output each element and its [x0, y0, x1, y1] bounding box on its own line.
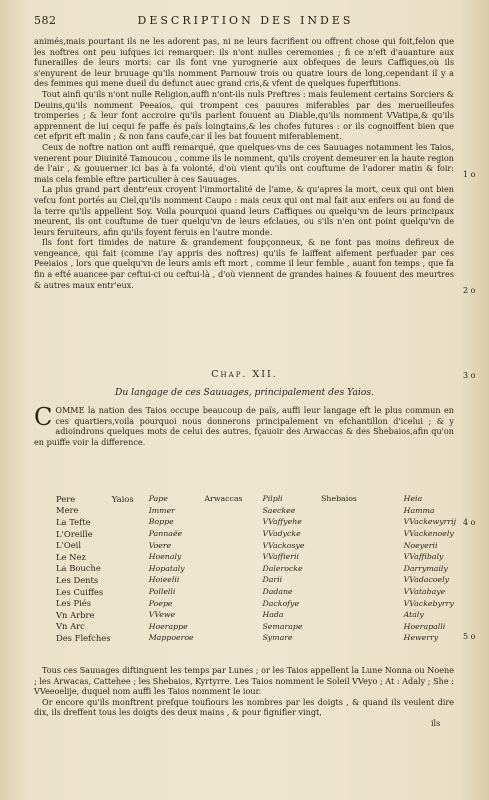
arwaccas-col [205, 528, 263, 540]
paragraph-4: La plus grand part dentr'eux croyent l'immortalité de l'ame, & qu'apres la mort, ceux qui ont bien vefcu font portés au Ciel,qu'ils nomment Caupo : mais ceux qui ont mal fait aux enfers ou au fond de la terre qu'ils appellent Soy. Voila pourquoi quand leurs Caffiques ou quelqu'vn de leurs principaux meurent, ils ont couftume de tuer quelqu'vn de leurs efclaues, ou s'ils n'en ont point quelqu'vn de leurs feruiteurs, afin qu'ils foyent feruis en l'autre monde. [34, 184, 454, 237]
french-word: Le Nez [56, 551, 86, 562]
page-header [34, 14, 457, 30]
vocab-row [56, 621, 489, 633]
shebaios-word: Hewerry [403, 633, 439, 643]
drop-cap: C [34, 403, 53, 431]
chapter-title: Du langage de ces Sauuages, principalement des Yaios. [114, 387, 375, 398]
french-word: La Bouche [56, 563, 101, 574]
arwaccas-word: Symare [262, 633, 293, 643]
french-word: Des Flefches [56, 632, 111, 643]
shebaios-col [321, 493, 404, 505]
yaios-word: Hoenaly [148, 552, 182, 562]
vocab-row [56, 609, 489, 621]
vocab-row [56, 574, 489, 586]
yaios-word: Voere [148, 540, 172, 550]
french-word: Les Cuiffes [56, 586, 104, 597]
arwaccas-word: Pilpli [262, 494, 283, 504]
paragraph-5: Ils font fort timides de nature & grandement foupçonneux, & ne font pas moins defireux de vengeance, qui fait (comme i'ay appris des noftres) qu'ils fe laiffent aifement perfuader par ces Peeiaios , lors que quelqu'vn de leurs amis eft mort , comme il leur femble , auant fon temps , que fa fin a efté auancee par ceftui-ci ou ceftui-là , d'où viennent de grandes haines & fouuent des meurtres & autres maux entr'eux. [34, 237, 454, 290]
yaios-word: Mappoeroe [148, 633, 194, 643]
vocab-row [56, 551, 489, 563]
arwaccas-col [205, 632, 263, 644]
french-word: L'Oreille [56, 528, 93, 539]
arwaccas-word: Dalerocke [262, 563, 303, 573]
label-yaios: Yaios [111, 493, 134, 504]
spacer [112, 597, 149, 609]
shebaios-col [321, 574, 404, 586]
yaios-word: Pape [148, 494, 168, 504]
vocab-row [56, 563, 489, 575]
vocab-row [56, 516, 489, 528]
shebaios-word: VVatabaye [403, 587, 446, 597]
arwaccas-word: VVaffierii [262, 552, 300, 562]
intro-text: OMME la nation des Taios occupe beaucoup de païs, auffi leur langage eft le plus commun en ces quartiers,voila pourquoi nous donnerons principalement vn efchantillon d'icelui ; & y adioindrons quelques mots de celui des autres, fçauoir des Arwaccas & des Shebaios,afin qu'on en puiffe voir la difference. [34, 405, 454, 447]
arwaccas-word: Semarape [262, 621, 303, 631]
shebaios-col [321, 632, 404, 644]
shebaios-word: VVackenoely [403, 529, 454, 539]
arwaccas-col [205, 609, 263, 621]
margin-number-40: 4 o [463, 518, 476, 527]
arwaccas-col [205, 551, 263, 563]
arwaccas-word: Dackofye [262, 598, 300, 608]
yaios-word: Immer [148, 505, 175, 515]
french-word: Pere [56, 493, 76, 504]
spacer [112, 609, 149, 621]
shebaios-word: Darrymaily [403, 563, 448, 573]
french-word: Vn Arbre [56, 609, 95, 620]
arwaccas-word: Darii [262, 575, 283, 585]
margin-number-50: 5 o [463, 632, 476, 641]
shebaios-col [321, 551, 404, 563]
yaios-word: VVewe [148, 610, 176, 620]
vocabulary-table [56, 493, 489, 644]
shebaios-word: VVaffibaly [403, 552, 444, 562]
label-arwaccas: Arwaccas [204, 494, 243, 504]
vocab-row [56, 493, 489, 505]
spacer [112, 586, 149, 598]
arwaccas-col [205, 574, 263, 586]
spacer [112, 551, 149, 563]
shebaios-col [321, 528, 404, 540]
vocab-row [56, 597, 489, 609]
yaios-word: Pannaëe [148, 529, 183, 539]
arwaccas-col [205, 516, 263, 528]
label-shebaios: Shebaios [321, 494, 357, 504]
french-word: Les Dents [56, 574, 99, 585]
chapter-heading: Chap. XII. [211, 369, 278, 380]
vocab-row [56, 632, 489, 644]
arwaccas-word: Dadane [262, 587, 293, 597]
catchword: ils [431, 719, 441, 728]
french-word: Vn Arc [56, 621, 85, 632]
arwaccas-col [205, 539, 263, 551]
spacer [112, 621, 149, 633]
yaios-word: Hoieelii [148, 575, 180, 585]
arwaccas-word: VVackosye [262, 540, 305, 550]
vocab-row [56, 586, 489, 598]
vocab-row [56, 539, 489, 551]
french-word: Les Piés [56, 598, 92, 609]
shebaios-col [321, 516, 404, 528]
shebaios-col [321, 621, 404, 633]
arwaccas-col [205, 505, 263, 517]
arwaccas-word: VVaffyehe [262, 517, 302, 527]
shebaios-col [321, 563, 404, 575]
shebaios-col [321, 609, 404, 621]
arwaccas-col [205, 586, 263, 598]
shebaios-word: Hoerapalli [403, 621, 446, 631]
yaios-word: Pollelli [148, 587, 176, 597]
paragraph-1: animés,mais pourtant ils ne les adorent pas, ni ne leurs facrifient ou offrent chose qui foit,felon que les noftres ont peu iufques ici remarquer: ils n'ont nulles ceremonies ; fi ce n'eft d'auanture aux funerailles de leurs morts: car ils font vne yurognerie aux obfeques de leurs Caffiques,où ils s'enyurent de leur bruuage qu'ils nomment Parnouw trois ou quatre iours de long,cependant il y a des femmes qui mene dueil du defunct auec grand cris,& vfent de quelques fuperftitions. [34, 36, 454, 89]
arwaccas-word: Saeckee [262, 505, 296, 515]
margin-number-20: 2 o [463, 286, 476, 295]
shebaios-col [321, 505, 404, 517]
running-title: DESCRIPTION DES INDES [137, 14, 354, 27]
spacer [112, 505, 149, 517]
arwaccas-col [205, 563, 263, 575]
shebaios-word: VVackewyrrij [403, 517, 456, 527]
french-word: L'Oeil [56, 540, 82, 551]
paragraph-6: Tous ces Sauuages diftinguent les temps par Lunes ; or les Taios appellent la Lune Nonna ou Noene ; les Arwacas, Cattehee ; les Shebaios, Kyrtyrre. Les Taios nomment le Soleil VVeyo ; At : Adaly ; She : VVeeoelije, duquel nom auffi les Taios nomment le iour. [34, 665, 454, 697]
paragraph-2: Tout ainfi qu'ils n'ont nulle Religion,auffi n'ont-ils nuls Preftres : mais feulement certains Sorciers & Deuins,qu'ils nomment Peeaios, qui trompent ces pauures miferables par des merueilleufes tromperies ; & leur font accroire qu'ils parlent fouuent au Diable,qu'ils nomment VVatipa,& qu'ils apprennent de lui cequi fe paffe és païs loingtains,& les chofes futures : or ils cognoiffent bien que cet efprit eft malin ; & non fans caufe,car il les bat fouuent miferablement. [34, 88, 454, 142]
shebaios-col [321, 539, 404, 551]
spacer [112, 516, 149, 528]
margin-number-10: 1 o [463, 170, 476, 179]
arwaccas-col [205, 493, 263, 505]
french-word: La Tefte [56, 516, 91, 527]
shebaios-word: VVackebyrry [403, 598, 454, 608]
paragraph-7: Or encore qu'ils monftrent prefque toufiours les nombres par les doigts , & quand ils veulent dire dix, ils dreffent tous les doigts des deux mains , & pour fignifier vingt, [34, 696, 454, 718]
arwaccas-col [205, 597, 263, 609]
vocab-row [56, 528, 489, 540]
spacer [112, 574, 149, 586]
spacer [112, 632, 149, 644]
shebaios-word: Noeyerii [403, 540, 438, 550]
shebaios-word: VVadacoely [403, 575, 450, 585]
yaios-word: Hoerappe [148, 621, 188, 631]
spacer [112, 539, 149, 551]
margin-number-30: 3 o [463, 371, 476, 380]
spacer [112, 528, 149, 540]
body-text-bottom [34, 665, 454, 718]
page-number: 582 [34, 14, 57, 27]
arwaccas-col [205, 621, 263, 633]
french-word: Mere [56, 505, 79, 516]
shebaios-word: Hamma [403, 505, 435, 515]
chapter-intro [34, 405, 454, 447]
yaios-word: Boppe [148, 517, 174, 527]
shebaios-word: Heia [403, 494, 423, 504]
vocab-row [56, 505, 489, 517]
yaios-word: Hopataly [148, 563, 185, 573]
body-text-top [34, 36, 454, 290]
spacer [112, 563, 149, 575]
shebaios-word: Ataly [403, 610, 424, 620]
shebaios-col [321, 586, 404, 598]
paragraph-3: Ceux de noftre nation ont auffi remarqué, que quelques-vns de ces Sauuages notamment les Taios, venerent pour Diuinité Tamoucou , comme ils le nomment, qu'ils croyent demeurer en la haute region de l'air , & gouuerner ici bas à fa volonté, d'où vient qu'ils ont couftume de l'adorer matin & foir: mais cela femble eftre particulier à ces Sauuages. [34, 141, 454, 184]
yaios-word: Poepe [148, 598, 173, 608]
shebaios-col [321, 597, 404, 609]
arwaccas-word: VVadycke [262, 529, 301, 539]
arwaccas-word: Hada [262, 610, 284, 620]
